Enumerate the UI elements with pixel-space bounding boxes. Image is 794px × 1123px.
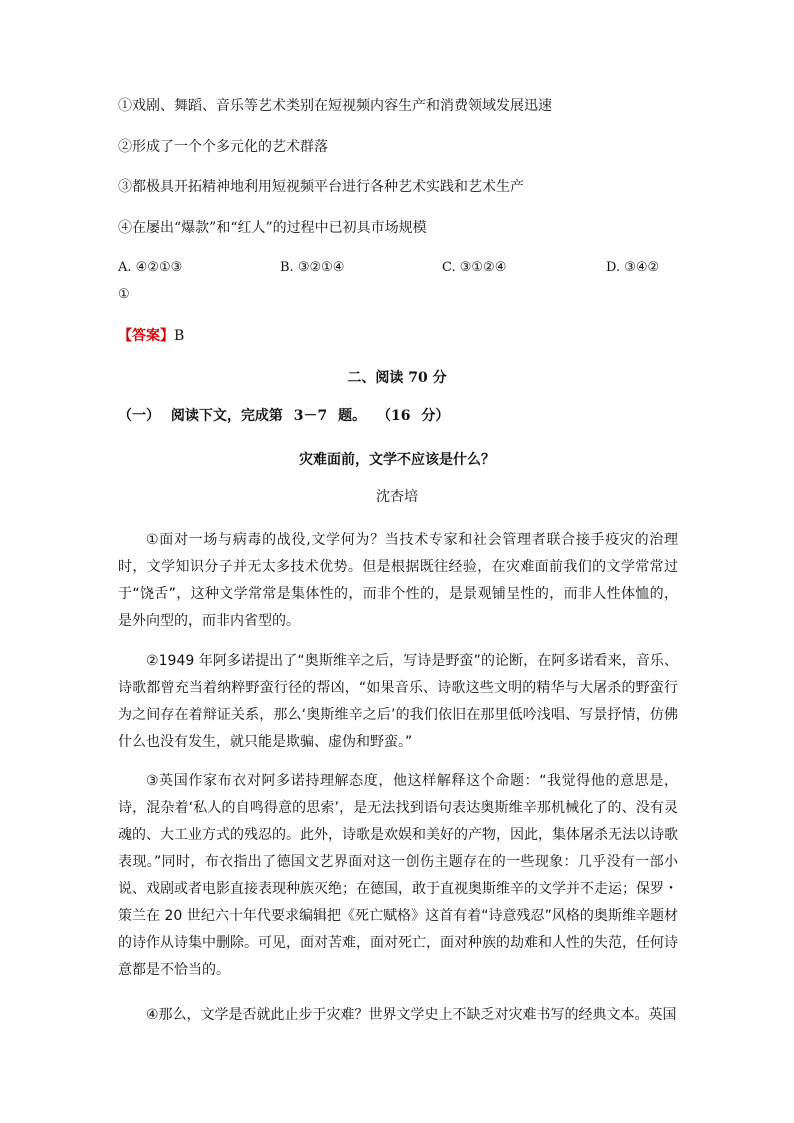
paragraph-3	[118, 768, 678, 984]
paragraph-1-text: ①面对一场与病毒的战役,文学何为？当技术专家和社会管理者联合接手疫灾的治理时，文学知识分子并无太多技术优势。但是根据既往经验，在灾难面前我们的文学常常过于“饶舌”，这种文学常常是集体性的，而非个性的，是景观铺呈性的，而非人性体恤的，是外向型的，而非内省型的。	[118, 532, 678, 629]
option-d-wrap: ①	[118, 287, 130, 302]
paragraph-4	[118, 1002, 678, 1029]
item-1: ①戏剧、舞蹈、音乐等艺术类别在短视频内容生产和消费领域发展迅速	[118, 98, 552, 114]
answer-value: B	[174, 328, 185, 344]
option-b: B. ③②①④	[280, 260, 345, 275]
sub-title: （一） 阅读下文，完成第 3－7 题。 （16 分）	[118, 408, 450, 424]
paragraph-1	[118, 527, 678, 635]
item-2: ②形成了一个个多元化的艺术群落	[118, 139, 328, 155]
paragraph-2-text: ②1949 年阿多诺提出了“奥斯维辛之后，写诗是野蛮”的论断，在阿多诺看来，音乐、诗歌都曾充当着纳粹野蛮行径的帮凶，“如果音乐、诗歌这些文明的精华与大屠杀的野蛮行为之间存在着辩证关系，那么‘奥斯维辛之后’的我们依旧在那里低吟浅唱、写景抒情，仿佛什么也没有发生，就只能是欺骗、虚伪和野蛮。”	[118, 653, 678, 750]
item-4: ④在屡出“爆款”和“红人”的过程中已初具市场规模	[118, 220, 427, 236]
paragraph-2	[118, 648, 678, 756]
article-author: 沈杏培	[376, 489, 418, 505]
option-d: D. ③④②	[606, 260, 660, 275]
item-3: ③都极具开拓精神地利用短视频平台进行各种艺术实践和艺术生产	[118, 179, 524, 195]
option-c: C. ③①②④	[442, 260, 507, 275]
paragraph-3-text: ③英国作家布衣对阿多诺持理解态度，他这样解释这个命题：“我觉得他的意思是，诗，混杂着‘私人的自鸣得意的思索’，是无法找到语句表达奥斯维辛那机械化了的、没有灵魂的、大工业方式的残忍的。此外，诗歌是欢娱和美好的产物，因此，集体屠杀无法以诗歌表现。”同时，布衣指出了德国文艺界面对这一创伤主题存在的一些现象：几乎没有一部小说、戏剧或者电影直接表现种族灭绝；在德国，敢于直视奥斯维辛的文学并不走运；保罗・策兰在 20 世纪六十年代要求编辑把《死亡赋格》这首有着“诗意残忍”风格的奥斯维辛题材的诗作从诗集中删除。可见，面对苦难，面对死亡，面对种族的劫难和人性的失范，任何诗意都是不恰当的。	[118, 773, 678, 978]
answer-tag: 【答案】	[118, 328, 174, 344]
section-title: 二、阅读 70 分	[347, 370, 447, 386]
article-title: 灾难面前，文学不应该是什么？	[299, 452, 495, 468]
paragraph-4-text: ④那么，文学是否就此止步于灾难？世界文学史上不缺乏对灾难书写的经典文本。英国	[146, 1007, 677, 1023]
answer-line	[118, 326, 184, 346]
option-a: A. ④②①③	[118, 260, 183, 275]
